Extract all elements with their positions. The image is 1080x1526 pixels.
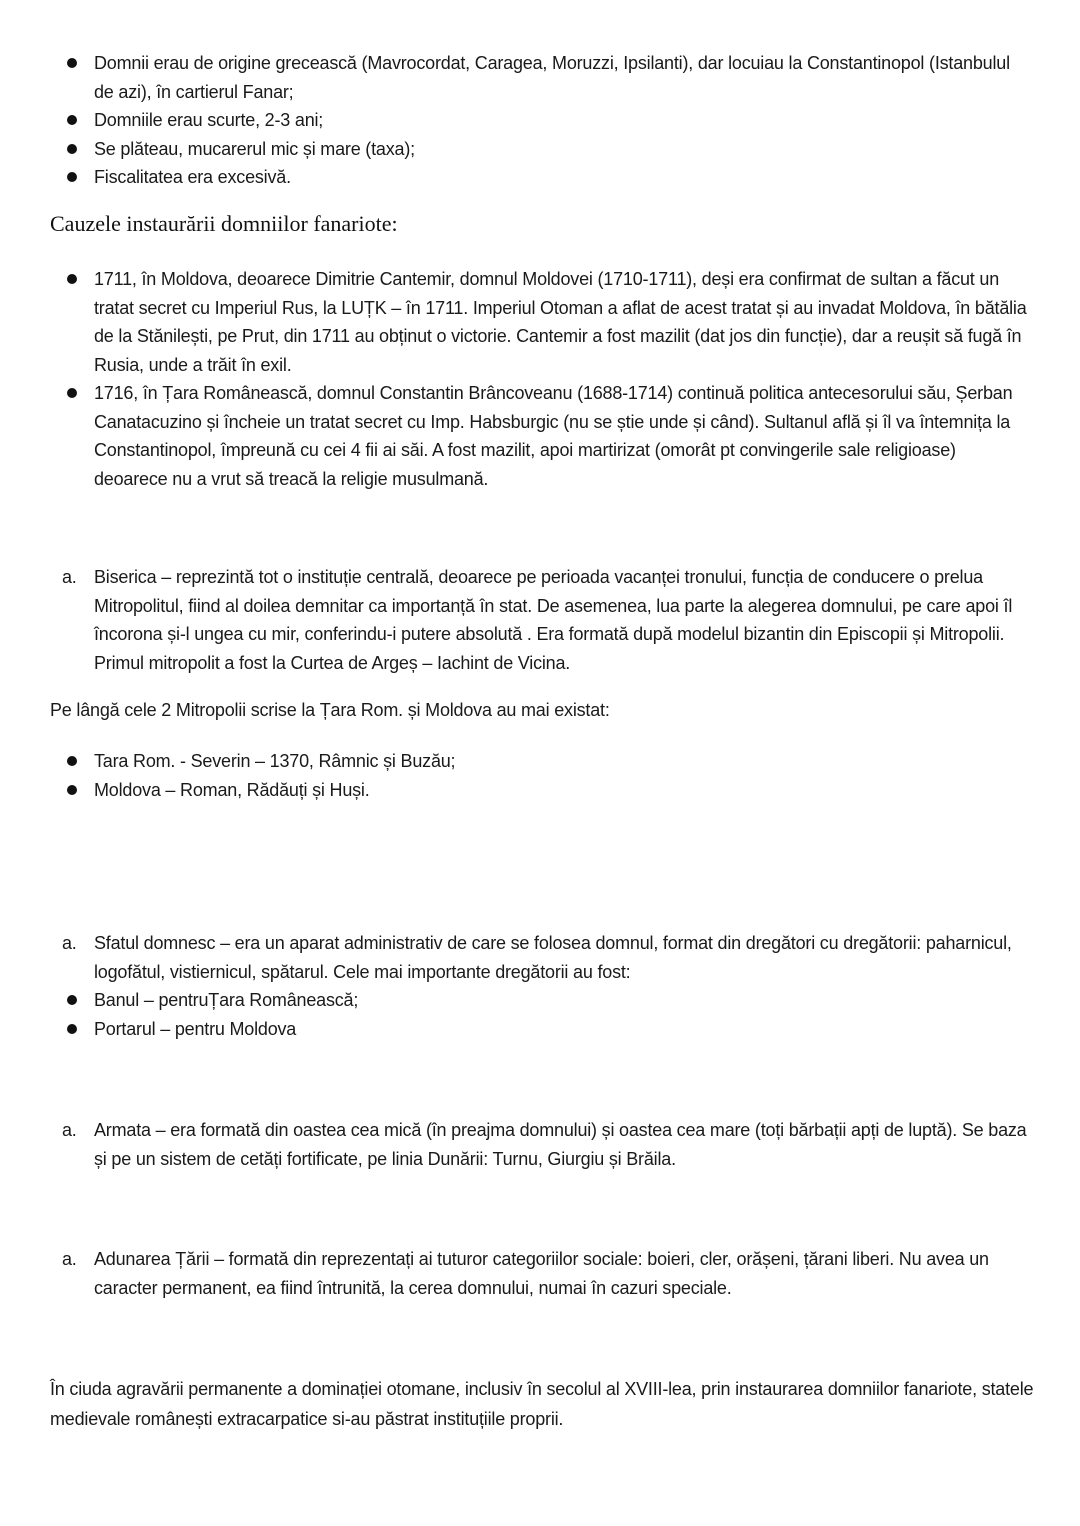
list-marker: a. <box>62 1249 77 1269</box>
mitropolii-intro: Pe lângă cele 2 Mitropolii scrise la Țara Rom. și Moldova au mai existat: <box>50 700 610 720</box>
list-item: Tara Rom. - Severin – 1370, Râmnic și Buzău; <box>0 747 1080 776</box>
section-adunarea <box>0 1245 1080 1302</box>
adunarea-text: Adunarea Țării – formată din reprezentați ai tuturor categoriilor sociale: boieri, cler, orășeni, țărani liberi. Nu avea un caracter permanent, ea fiind întrunită, la cerea domnului, numai în cazuri speciale. <box>94 1249 989 1298</box>
section-sfatul-domnesc <box>0 929 1080 1043</box>
list-item: Domnii erau de origine grecească (Mavrocordat, Caragea, Moruzzi, Ipsilanti), dar locuiau la Constantinopol (Istanbulul de azi), în cartierul Fanar; <box>0 49 1080 106</box>
list-marker: a. <box>62 933 77 953</box>
list-dregatorii <box>0 986 1080 1043</box>
list-marker: a. <box>62 1120 77 1140</box>
list-item: Banul – pentruȚara Românească; <box>0 986 1080 1015</box>
section-armata <box>0 1116 1080 1173</box>
section-biserica <box>0 563 1080 677</box>
sfatul-text: Sfatul domnesc – era un aparat administrativ de care se folosea domnul, format din dregători cu dregătorii: paharnicul, logofătul, vistiernicul, spătarul. Cele mai importante dregătorii au fost: <box>94 933 1012 982</box>
concluzie: În ciuda agravării permanente a dominației otomane, inclusiv în secolul al XVIII-lea, prin instaurarea domniilor fanariote, statele medievale românești extracarpatice si-au păstrat instituțiile proprii. <box>50 1379 1034 1429</box>
list-item: 1711, în Moldova, deoarece Dimitrie Cantemir, domnul Moldovei (1710-1711), deși era confirmat de sultan a făcut un tratat secret cu Imperiul Rus, la LUȚK – în 1711. Imperiul Otoman a aflat de acest tratat și au invadat Moldova, în bătălia de la Stănilești, pe Prut, din 1711 au obținut o victorie. Cantemir a fost mazilit (dat jos din funcție), dar a reușit să fugă în Rusia, unde a trăit în exil. <box>0 265 1080 379</box>
list-item: Moldova – Roman, Rădăuți și Huși. <box>0 776 1080 805</box>
biserica-text: Biserica – reprezintă tot o instituție centrală, deoarece pe perioada vacanței tronului, funcția de conducere o prelua Mitropolitul, fiind al doilea demnitar ca importanță în stat. De asemenea, lua parte la alegerea domnului, pe care apoi îl încorona și-l ungea cu mir, conferindu-i putere absolută . Era formată după modelul bizantin din Episcopii și Mitropolii. Primul mitropolit a fost la Curtea de Argeș – Iachint de Vicina. <box>94 567 1013 673</box>
list-marker: a. <box>62 567 77 587</box>
list-episcopii <box>0 747 1080 804</box>
list-item: Se plăteau, mucarerul mic și mare (taxa); <box>0 135 1080 164</box>
cauze-heading: Cauzele instaurării domniilor fanariote: <box>50 211 398 236</box>
armata-text: Armata – era formată din oastea cea mică (în preajma domnului) și oastea cea mare (toți bărbații apți de luptă). Se baza și pe un sistem de cetăți fortificate, pe linia Dunării: Turnu, Giurgiu și Brăila. <box>94 1120 1027 1169</box>
list-fanariote <box>0 49 1080 192</box>
list-cauze <box>0 265 1080 493</box>
list-item: Portarul – pentru Moldova <box>0 1015 1080 1044</box>
list-item: 1716, în Țara Românească, domnul Constantin Brâncoveanu (1688-1714) continuă politica antecesorului său, Șerban Canatacuzino și încheie un tratat secret cu Imp. Habsburgic (nu se știe unde și când). Sultanul află și îl va întemnița la Constantinopol, împreună cu cei 4 fii ai săi. A fost mazilit, apoi martirizat (omorât pt convingerile sale religioase) deoarece nu a vrut să treacă la religie musulmană. <box>0 379 1080 493</box>
list-item: Fiscalitatea era excesivă. <box>0 163 1080 192</box>
list-item: Domniile erau scurte, 2-3 ani; <box>0 106 1080 135</box>
